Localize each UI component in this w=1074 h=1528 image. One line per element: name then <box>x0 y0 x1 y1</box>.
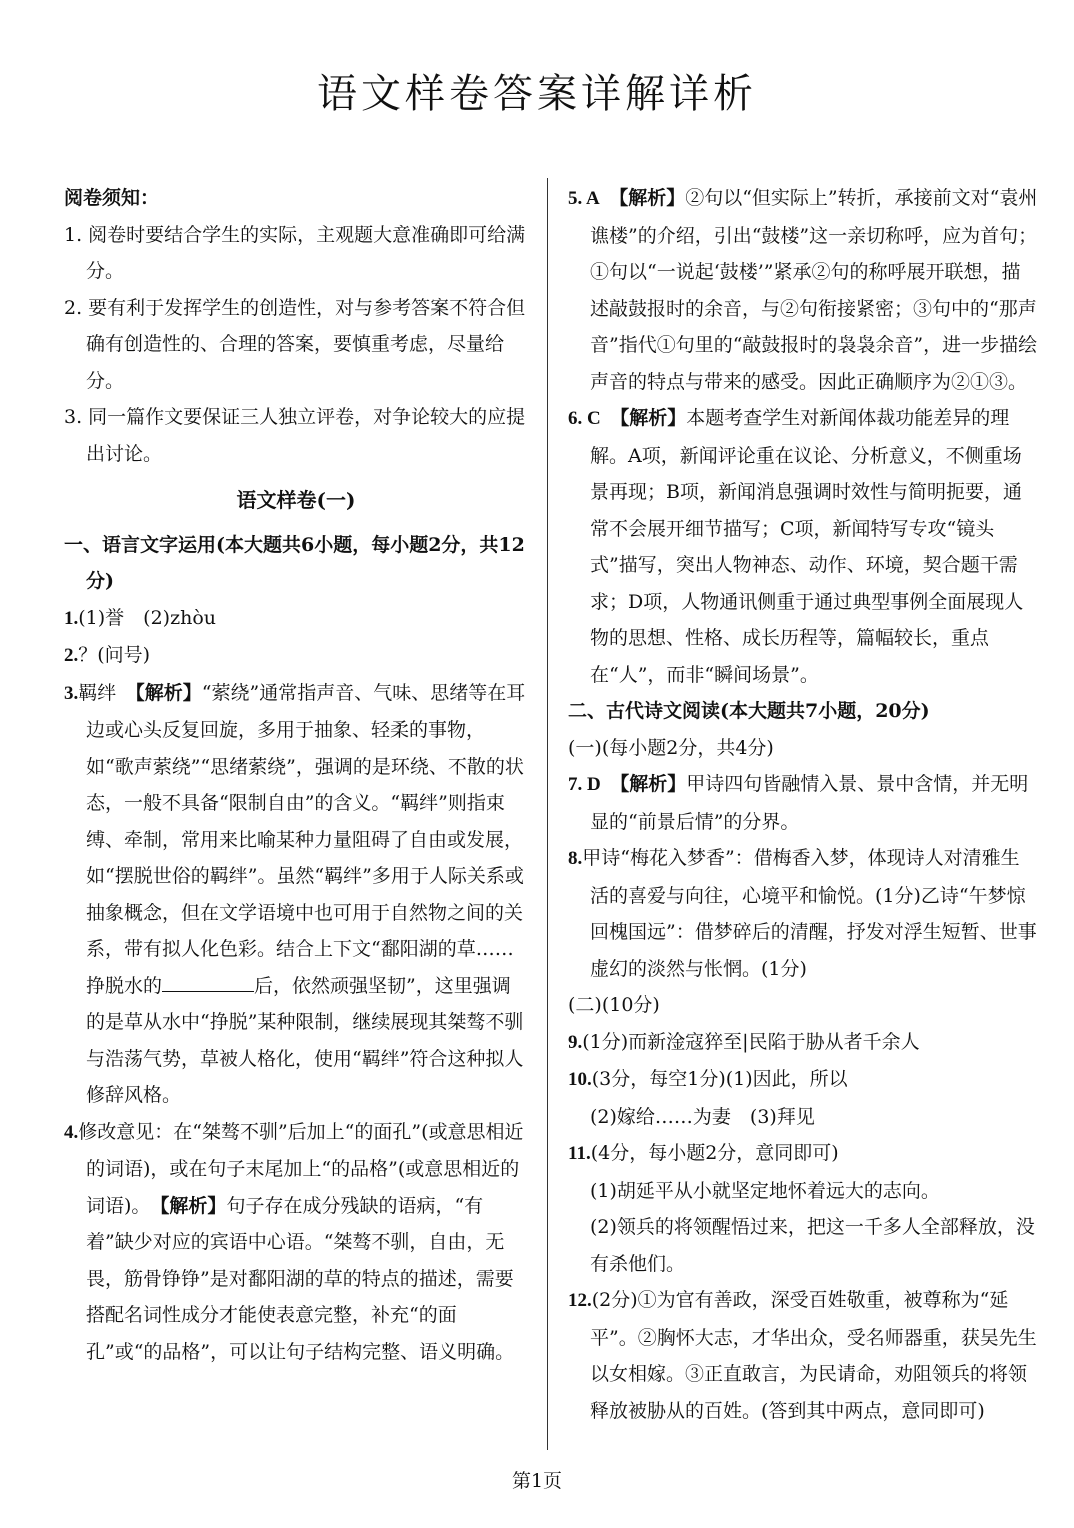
answer-q3 <box>64 675 528 1114</box>
right-column <box>568 180 1038 1429</box>
q5-analysis-tag: 【解析】 <box>618 187 686 209</box>
q11-line3: (2)领兵的将领醒悟过来，把这一千多人全部释放，没有杀他们。 <box>590 1216 1035 1275</box>
q12-number: 12. <box>568 1290 592 1311</box>
q4-text-a: 修改意见：在“桀骜不驯”后加上“的面孔”(或意思相近的词语)，或在句子末尾加上“的品格”(或意思相近的词语)。 <box>78 1120 524 1217</box>
page-number: 第1页 <box>511 1470 563 1492</box>
q11-line2: (1)胡延平从小就坚定地怀着远大的志向。 <box>590 1179 940 1202</box>
q9-number: 9. <box>568 1031 583 1053</box>
answer-q12 <box>568 1282 1038 1429</box>
q10-number: 10. <box>568 1069 592 1090</box>
q2-text: ？(问号) <box>78 644 151 666</box>
answer-q7 <box>568 766 1038 840</box>
q6-analysis-tag: 【解析】 <box>619 407 687 429</box>
page-title: 语文样卷答案详解详析 <box>317 71 757 117</box>
q3-text-b: 后，依然顽强坚韧”，这里强调的是草从水中“挣脱”某种限制，继续展现其桀骜不驯与浩荡气势，草被人格化，使用“羁绊”符合这种拟人修辞风格。 <box>86 974 524 1106</box>
answer-q9 <box>568 1024 1038 1062</box>
q5-number: 5. A <box>568 188 600 209</box>
notice-item-2: 2. 要有利于发挥学生的创造性，对与参考答案不符合但确有创造性的、合理的答案，要慎重考虑，尽量给分。 <box>64 296 526 392</box>
q7-analysis-tag: 【解析】 <box>619 773 687 795</box>
q3-text-a: “萦绕”通常指声音、气味、思绪等在耳边或心头反复回旋，多用于抽象、轻柔的事物，如“歌声萦绕”“思绪萦绕”，强调的是环绕、不散的状态，一般不具备“限制自由”的含义。“羁绊”则指束缚、牵制，常用来比喻某种力量阻碍了自由或发展，如“摆脱世俗的羁绊”。虽然“羁绊”多用于人际关系或抽象概念，但在文学语境中也可用于自然物之间的关系，带有拟人化色彩。结合上下文“鄱阳湖的草……挣脱水的 <box>86 681 526 997</box>
column-divider <box>547 178 548 1450</box>
q8-number: 8. <box>568 848 583 869</box>
q7-number: 7. D <box>568 774 601 795</box>
answer-q1 <box>64 600 528 638</box>
section-title: 语文样卷(一) <box>236 488 356 512</box>
q1-text: (1)誉 (2)zhòu <box>78 606 217 629</box>
q11-number: 11. <box>568 1143 591 1164</box>
q11-line1: (4分，每小题2分，意同即可) <box>590 1142 839 1164</box>
notice-item-1: 1. 阅卷时要结合学生的实际，主观题大意准确即可给满分。 <box>64 223 526 282</box>
answer-q5 <box>568 180 1038 400</box>
q1-number: 1. <box>64 607 79 629</box>
q8-text: 甲诗“梅花入梦香”：借梅香入梦，体现诗人对清雅生活的喜爱与向往，心境平和愉悦。(1分)乙诗“午梦惊回槐国远”：借梦碎后的清醒，抒发对浮生短暂、世事虚幻的淡然与怅惘。(1分) <box>582 847 1037 980</box>
q2-number: 2. <box>64 645 79 666</box>
q4-analysis-tag: 【解析】 <box>159 1194 227 1217</box>
q4-number: 4. <box>64 1121 79 1143</box>
notice-title: 阅卷须知： <box>64 187 160 209</box>
answer-q2 <box>64 637 528 675</box>
answer-q4 <box>64 1114 528 1371</box>
q3-analysis-tag: 【解析】 <box>135 681 202 704</box>
part2-title: 二、古代诗文阅读(本大题共7小题，20分) <box>568 700 930 722</box>
q10-line2: (2)嫁给……为妻 (3)拜见 <box>590 1105 815 1128</box>
q10-line1: (3分，每空1分)(1)因此，所以 <box>591 1068 848 1090</box>
sub-section-1: (一)(每小题2分，共4分) <box>568 736 774 759</box>
q6-text: 本题考查学生对新闻体裁功能差异的理解。A项，新闻评论重在议论、分析意义，不侧重场景再现；B项，新闻消息强调时效性与简明扼要，通常不会展开细节描写；C项，新闻特写专攻“镜头式”描写，突出人物神态、动作、环境，契合题干需求；D项，人物通讯侧重于通过典型事例全面展现人物的思想、性格、成长历程等，篇幅较长，重点在“人”，而非“瞬间场景”。 <box>590 407 1024 686</box>
q3-number: 3. <box>64 682 79 704</box>
q5-text: ②句以“但实际上”转折，承接前文对“袁州谯楼”的介绍，引出“鼓楼”这一亲切称呼，应为首句；①句以“一说起‘鼓楼’”紧承②句的称呼展开联想，描述敲鼓报时的余音，与②句衔接紧密；③句中的“那声音”指代①句里的“敲鼓报时的袅袅余音”，进一步描绘声音的特点与带来的感受。因此正确顺序为②①③。 <box>590 187 1038 393</box>
part1-title: 一、语言文字运用(本大题共6小题，每小题2分，共12分) <box>64 533 525 592</box>
q3-answer: 羁绊 <box>78 681 136 704</box>
fill-blank <box>162 973 254 992</box>
answer-q8 <box>568 840 1038 987</box>
q9-text: (1分)而新淦寇猝至|民陷于胁从者千余人 <box>582 1030 920 1053</box>
notice-item-3: 3. 同一篇作文要保证三人独立评卷，对争论较大的应提出讨论。 <box>64 406 526 465</box>
q12-text: (2分)①为官有善政，深受百姓敬重，被尊称为“延平”。②胸怀大志，才华出众，受名师器重，获吴先生以女相嫁。③正直敢言，为民请命，劝阻领兵的将领释放被胁从的百姓。(答到其中两点，意同即可) <box>590 1289 1037 1422</box>
sub-section-2: (二)(10分) <box>568 994 660 1016</box>
answer-q10 <box>568 1061 1038 1099</box>
q6-number: 6. C <box>568 408 601 429</box>
answer-q11 <box>568 1135 1038 1173</box>
left-column <box>64 180 528 1370</box>
q7-text: 甲诗四句皆融情入景、景中含情，并无明显的“前景后情”的分界。 <box>590 773 1029 833</box>
answer-q6 <box>568 400 1038 693</box>
q4-text-b: 句子存在成分残缺的语病，“有着”缺少对应的宾语中心语。“桀骜不驯，自由，无畏，筋骨铮铮”是对鄱阳湖的草的特点的描述，需要搭配名词性成分才能使表意完整，补充“的面孔”或“的品格”，可以让句子结构完整、语义明确。 <box>86 1194 515 1363</box>
